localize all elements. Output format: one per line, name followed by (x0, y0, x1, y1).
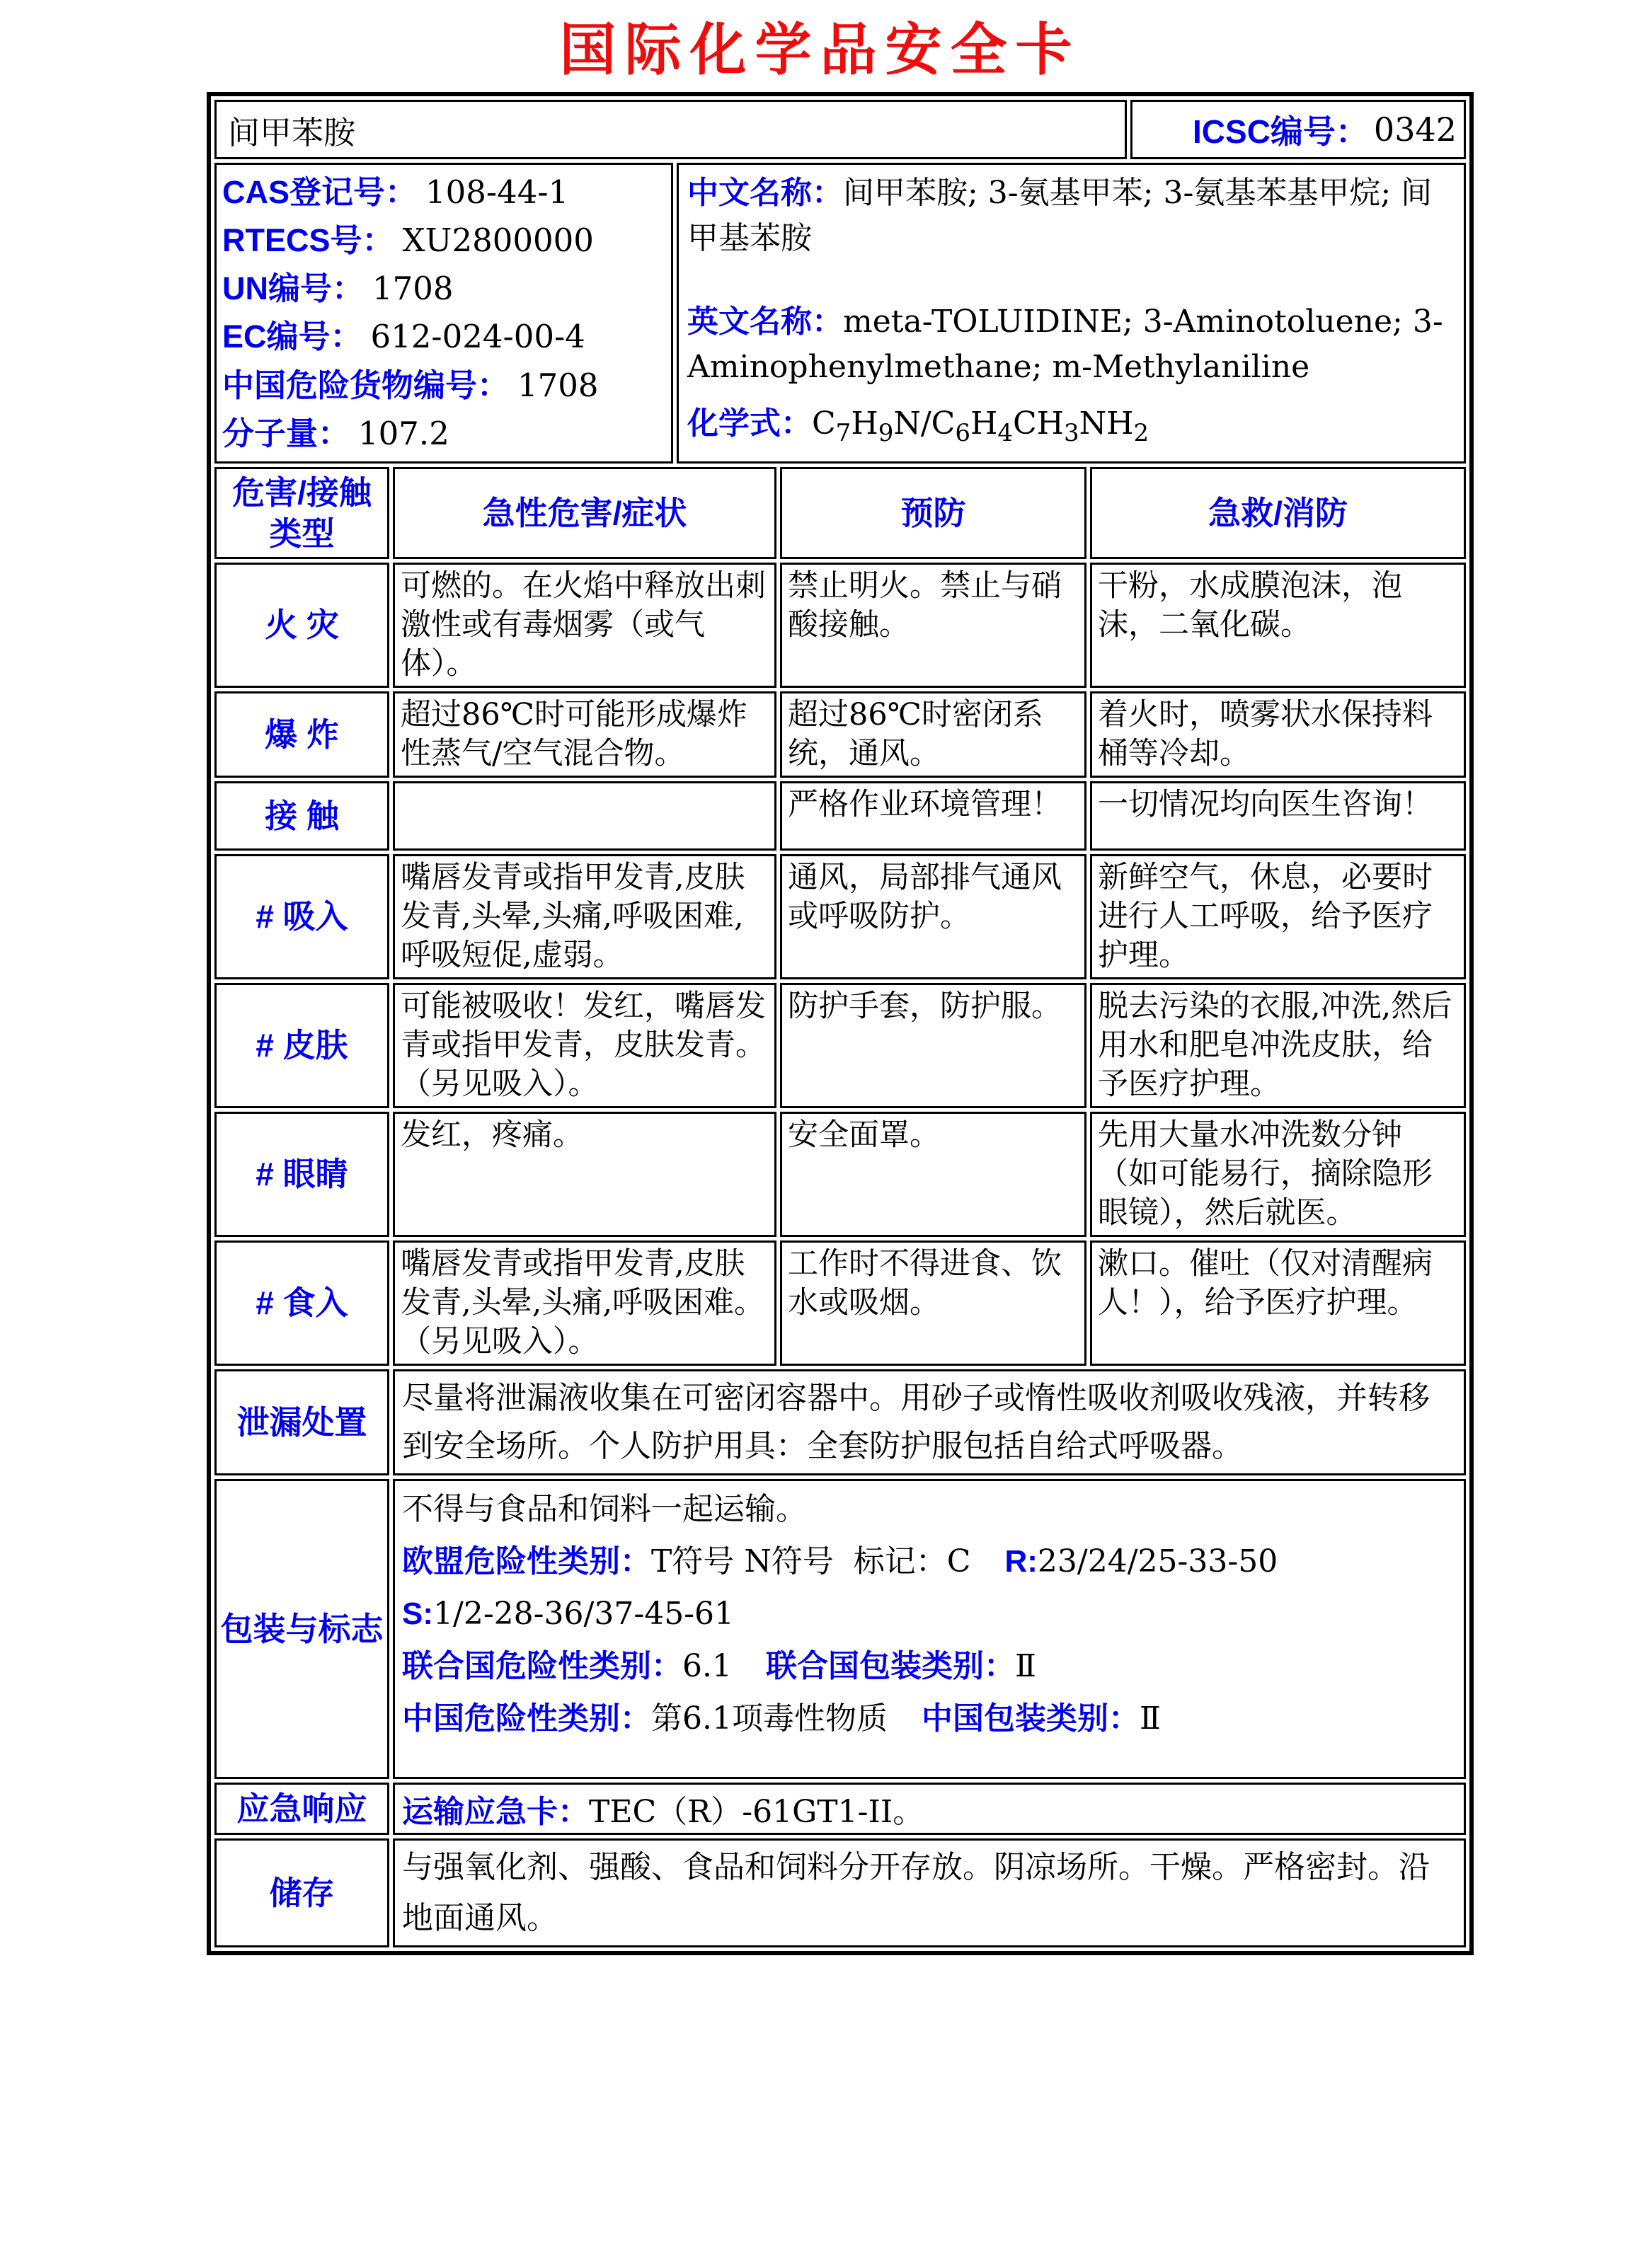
un-class-value: 6.1 (682, 1647, 732, 1684)
emergency-cell (393, 1783, 1466, 1835)
un-class-label: 联合国危险性类别： (402, 1648, 682, 1683)
packaging-cn-line (402, 1702, 1457, 1736)
identifiers-cell (214, 163, 673, 464)
cn-class-value: 第6.1项毒性物质 (651, 1700, 888, 1737)
row-label-storage: 储存 (214, 1838, 389, 1947)
packaging-transport-line: 不得与食品和饲料一起运输。 (402, 1490, 807, 1527)
cn-pack-label: 中国包装类别： (921, 1700, 1140, 1736)
identifiers-section (214, 163, 1466, 464)
row-label-inhalation: # 吸入 (214, 854, 389, 979)
rtecs-number-line (222, 220, 665, 261)
icsc-label: ICSC编号： (1193, 113, 1368, 150)
rtecs-label: RTECS号： (222, 222, 394, 259)
fire-aid: 干粉，水成膜泡沫，泡沫，二氧化碳。 (1090, 563, 1466, 688)
explosion-symptoms: 超过86℃时可能形成爆炸性蒸气/空气混合物。 (393, 691, 776, 778)
english-names-label: 英文名称： (687, 304, 843, 339)
packaging-eu-line (402, 1545, 1457, 1579)
icsc-number-cell (1130, 100, 1466, 159)
ingestion-symptoms: 嘴唇发青或指甲发青,皮肤发青,头晕,头痛,呼吸困难。（另见吸入）。 (393, 1241, 776, 1366)
transport-card-value: TEC（R）-61GT1-II。 (589, 1793, 924, 1830)
un-pack-value: Ⅱ (1014, 1647, 1036, 1684)
fire-symptoms: 可燃的。在火焰中释放出刺激性或有毒烟雾（或气体）。 (393, 563, 776, 688)
skin-aid: 脱去污染的衣服,冲洗,然后用水和肥皂冲洗皮肤，给予医疗护理。 (1090, 983, 1466, 1108)
row-label-explosion: 爆 炸 (214, 691, 389, 778)
formula-value: $C_7H_9N/C_6H_4CH_3NH_2$ (812, 405, 1149, 447)
ingestion-aid: 漱口。催吐（仅对清醒病人！），给予医疗护理。 (1090, 1241, 1466, 1366)
english-names-value: meta-TOLUIDINE; 3-Aminotoluene; 3-Aminophenylmethane; m-Methylaniline (687, 304, 1443, 385)
exposure-symptoms (393, 781, 776, 851)
skin-symptoms: 可能被吸收！发红，嘴唇发青或指甲发青，皮肤发青。（另见吸入）。 (393, 983, 776, 1108)
r-phrases-label: R: (1004, 1543, 1038, 1579)
row-label-ingestion: # 食入 (214, 1241, 389, 1366)
un-pack-label: 联合国包装类别： (765, 1648, 1015, 1683)
eyes-prevention: 安全面罩。 (780, 1112, 1086, 1237)
ec-number-line (222, 316, 665, 357)
exposure-prevention: 严格作业环境管理！ (780, 781, 1086, 851)
header-hazard-type: 危害/接触类型 (214, 467, 389, 559)
s-phrases-label: S: (402, 1596, 433, 1631)
chinese-names-line (687, 171, 1455, 261)
explosion-aid: 着火时，喷雾状水保持料桶等冷却。 (1090, 691, 1466, 778)
card-header-row (214, 100, 1466, 159)
header-prevention: 预防 (780, 467, 1086, 559)
ec-label: EC编号： (222, 318, 362, 355)
row-label-packaging: 包装与标志 (214, 1479, 389, 1779)
icsc-number: 0342 (1373, 110, 1457, 149)
row-label-fire: 火 灾 (214, 563, 389, 688)
formula-label: 化学式： (687, 406, 812, 441)
china-dg-label: 中国危险货物编号： (222, 367, 510, 403)
row-label-emergency: 应急响应 (214, 1783, 389, 1835)
rtecs-value: XU2800000 (402, 221, 594, 260)
packaging-s-line (402, 1597, 1457, 1631)
cas-value: 108-44-1 (425, 173, 569, 211)
ingestion-prevention: 工作时不得进食、饮水或吸烟。 (780, 1241, 1086, 1366)
explosion-prevention: 超过86℃时密闭系统，通风。 (780, 691, 1086, 778)
inhalation-aid: 新鲜空气，休息，必要时进行人工呼吸，给予医疗护理。 (1090, 854, 1466, 979)
packaging-cell (393, 1479, 1466, 1779)
inhalation-prevention: 通风，局部排气通风或呼吸防护。 (780, 854, 1086, 979)
s-phrases-value: 1/2-28-36/37-45-61 (433, 1595, 735, 1632)
china-dg-number-line (222, 365, 665, 406)
page (0, 18, 1640, 2268)
mol-weight-line (222, 413, 665, 454)
spillage-text: 尽量将泄漏液收集在可密闭容器中。用砂子或惰性吸收剂吸收残液，并转移到安全场所。个人防护用具：全套防护服包括自给式呼吸器。 (393, 1369, 1466, 1475)
eu-class-label: 欧盟危险性类别： (402, 1543, 651, 1579)
page-title: 国际化学品安全卡 (559, 16, 1081, 83)
chemical-name: 间甲苯胺 (228, 113, 356, 151)
inhalation-symptoms: 嘴唇发青或指甲发青,皮肤发青,头晕,头痛,呼吸困难,呼吸短促,虚弱。 (393, 854, 776, 979)
eu-class-value: T符号 N符号 标记：C (651, 1543, 971, 1579)
transport-card-label: 运输应急卡： (402, 1794, 589, 1829)
row-label-eyes: # 眼睛 (214, 1112, 389, 1237)
english-names-line (687, 299, 1455, 390)
cas-label: CAS登记号： (222, 174, 418, 210)
hazard-table (214, 467, 1466, 1947)
row-label-skin: # 皮肤 (214, 983, 389, 1108)
fire-prevention: 禁止明火。禁止与硝酸接触。 (780, 563, 1086, 688)
chinese-names-value: 间甲苯胺; 3-氨基甲苯; 3-氨基苯基甲烷; 间甲基苯胺 (687, 175, 1433, 256)
un-label: UN编号： (222, 270, 364, 307)
cas-number-line (222, 172, 665, 213)
formula-line (687, 401, 1455, 456)
r-phrases-value: 23/24/25-33-50 (1037, 1543, 1278, 1579)
header-symptoms: 急性危害/症状 (393, 467, 776, 559)
safety-card (207, 92, 1474, 1955)
cn-class-label: 中国危险性类别： (402, 1700, 651, 1736)
mol-weight-value: 107.2 (358, 414, 449, 452)
un-value: 1708 (372, 270, 454, 308)
row-label-spillage: 泄漏处置 (214, 1369, 389, 1475)
eyes-symptoms: 发红，疼痛。 (393, 1112, 776, 1237)
un-number-line (222, 268, 665, 309)
eyes-aid: 先用大量水冲洗数分钟（如可能易行，摘除隐形眼镜），然后就医。 (1090, 1112, 1466, 1237)
header-first-aid: 急救/消防 (1090, 467, 1466, 559)
ec-value: 612-024-00-4 (370, 318, 585, 356)
exposure-aid: 一切情况均向医生咨询！ (1090, 781, 1466, 851)
chinese-names-label: 中文名称： (687, 175, 843, 210)
names-cell (677, 163, 1466, 464)
row-label-exposure: 接 触 (214, 781, 389, 851)
mol-weight-label: 分子量： (222, 415, 350, 451)
storage-text: 与强氧化剂、强酸、食品和饲料分开存放。阴凉场所。干燥。严格密封。沿地面通风。 (393, 1838, 1466, 1947)
packaging-un-line (402, 1647, 1457, 1684)
cn-pack-value: Ⅱ (1139, 1700, 1161, 1737)
chemical-name-cell (214, 100, 1127, 159)
skin-prevention: 防护手套，防护服。 (780, 983, 1086, 1108)
china-dg-value: 1708 (517, 366, 599, 404)
